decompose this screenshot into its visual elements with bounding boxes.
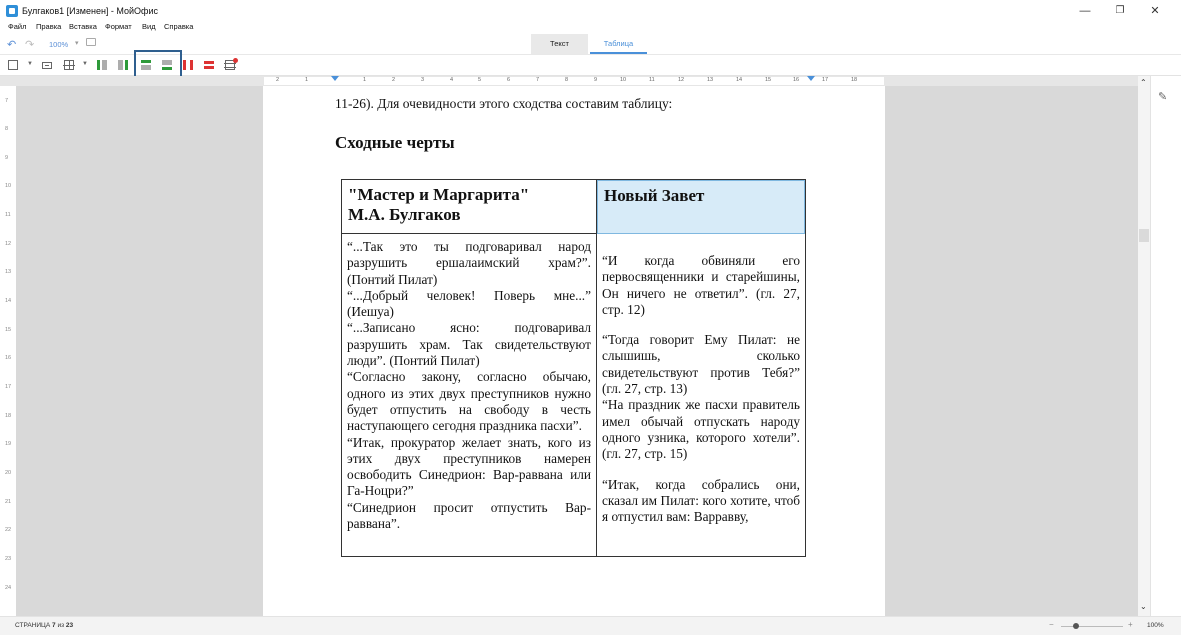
title-bar — [0, 0, 1181, 22]
ruler-tick: 21 — [5, 499, 12, 505]
ruler-tick: 11 — [5, 212, 11, 218]
ruler-tick: 24 — [5, 585, 12, 591]
ruler-tick: 11 — [649, 77, 655, 83]
chevron-down-icon[interactable]: ⌄ — [1140, 602, 1147, 611]
ruler-tick: 7 — [5, 98, 9, 104]
page-total: 23 — [65, 622, 74, 629]
ruler-tick: 12 — [5, 241, 12, 247]
tab-text[interactable]: Текст — [531, 34, 588, 54]
ruler-tick: 17 — [5, 384, 12, 390]
delete-column-icon[interactable] — [181, 58, 195, 72]
ruler-tick: 9 — [594, 77, 598, 83]
menu-format[interactable]: Формат — [105, 22, 132, 31]
ruler-tick: 1 — [363, 77, 367, 83]
quote-paragraph: “Итак, прокуратор желает знать, кого из этих двух преступников намерен освободить Синедрион: Вар-раввана или Га-Ноцри?” — [347, 434, 591, 499]
section-heading[interactable]: Сходные черты — [335, 133, 455, 152]
page-of: из — [57, 622, 65, 629]
ruler-tick: 8 — [5, 126, 9, 132]
ruler-tick: 13 — [5, 269, 12, 275]
quote-paragraph: “На праздник же пасхи правитель имел обычай отпускать народу одного узника, которого хотели”. (гл. 27, стр. 15) — [602, 397, 800, 462]
side-panel — [1150, 76, 1181, 616]
table-header-cell-left[interactable] — [342, 180, 597, 234]
status-bar — [0, 616, 1181, 635]
ruler-tick: 7 — [536, 77, 540, 83]
chevron-down-icon[interactable]: ▾ — [75, 40, 79, 47]
page-counter — [15, 622, 73, 629]
ruler-tick: 18 — [851, 77, 858, 83]
header-left-text: "Мастер и Маргарита" М.А. Булгаков — [348, 185, 530, 224]
ruler-tick: 13 — [707, 77, 714, 83]
app-logo-icon — [6, 5, 18, 17]
chevron-down-icon[interactable]: ▼ — [27, 61, 33, 67]
menu-view[interactable]: Вид — [142, 22, 156, 31]
ruler-tick: 1 — [305, 77, 309, 83]
quote-paragraph: “И когда обвиняли его первосвященники и старейшины, Он ничего не ответил”. (гл. 27, стр. 12) — [602, 253, 800, 317]
insert-column-left-icon[interactable] — [95, 58, 109, 72]
menu-file[interactable]: Файл — [8, 22, 27, 31]
ruler-tick: 5 — [478, 77, 482, 83]
zoom-slider[interactable] — [1061, 626, 1123, 627]
horizontal-ruler — [0, 76, 1181, 86]
ruler-tick: 18 — [5, 413, 12, 419]
ruler-tick: 4 — [450, 77, 454, 83]
comment-icon[interactable] — [86, 38, 96, 46]
ruler-tick: 8 — [565, 77, 569, 83]
ruler-tick: 14 — [5, 298, 12, 304]
table-borders-icon[interactable] — [6, 58, 20, 72]
ruler-tick: 15 — [765, 77, 772, 83]
ruler-tick: 17 — [822, 77, 829, 83]
table-body-cell-right[interactable] — [597, 234, 805, 556]
quote-paragraph: “Итак, когда собрались они, сказал им Пилат: кого хотите, чтоб я отпустил вам: Варравву, — [602, 476, 800, 525]
undo-icon[interactable]: ↶ — [7, 39, 17, 51]
ruler-tick: 14 — [736, 77, 743, 83]
ruler-tick: 2 — [276, 77, 280, 83]
page-label: СТРАНИЦА — [15, 622, 51, 629]
table-body-cell-left[interactable] — [342, 234, 597, 556]
header-right-text: Новый Завет — [604, 186, 705, 205]
vertical-scrollbar[interactable] — [1138, 76, 1150, 616]
indent-marker-left[interactable] — [331, 76, 339, 81]
insert-column-right-icon[interactable] — [116, 58, 130, 72]
zoom-out-button[interactable]: − — [1049, 620, 1054, 629]
restore-button[interactable]: ❐ — [1115, 5, 1125, 16]
chevron-up-icon[interactable]: ⌃ — [1140, 78, 1147, 87]
quote-paragraph: “...Добрый человек! Поверь мне...” (Иешуа) — [347, 287, 591, 320]
zoom-in-button[interactable]: + — [1128, 620, 1133, 629]
tab-table[interactable]: Таблица — [590, 34, 647, 54]
scrollbar-thumb[interactable] — [1139, 229, 1149, 242]
ruler-tick: 10 — [5, 183, 12, 189]
comparison-table — [341, 179, 806, 557]
ruler-tick: 19 — [5, 441, 12, 447]
minimize-button[interactable]: — — [1079, 5, 1091, 17]
ruler-tick: 16 — [793, 77, 800, 83]
ruler-tick: 20 — [5, 470, 12, 476]
zoom-level: 100% — [1147, 622, 1164, 629]
pin-icon[interactable]: ✎ — [1158, 91, 1168, 103]
page-current: 7 — [52, 622, 56, 629]
zoom-select[interactable]: 100% — [49, 40, 69, 49]
ruler-tick: 12 — [678, 77, 685, 83]
quote-paragraph: “Согласно закону, согласно обычаю, одного из этих двух преступников нужно будет отпустить на свободу в честь наступающего сегодня праздника пасхи”. — [347, 369, 591, 434]
merge-cells-icon[interactable] — [40, 58, 54, 72]
quote-paragraph: “Синедрион просит отпустить Вар-раввана”. — [347, 499, 591, 532]
quote-paragraph: “...Так это ты подговаривал народ разрушить ершалаимский храм?”. (Понтий Пилат) — [347, 239, 591, 287]
table-header-cell-right[interactable] — [597, 180, 805, 234]
menu-edit[interactable]: Правка — [36, 22, 62, 31]
redo-icon[interactable]: ↷ — [25, 39, 35, 51]
document-page[interactable] — [263, 86, 885, 616]
menu-help[interactable]: Справка — [164, 22, 194, 31]
ruler-tick: 2 — [392, 77, 396, 83]
window-title: Булгаков1 [Изменен] - МойОфис — [22, 6, 158, 16]
delete-row-icon[interactable] — [202, 58, 216, 72]
ruler-tick: 23 — [5, 556, 12, 562]
menu-insert[interactable]: Вставка — [69, 22, 97, 31]
close-button[interactable]: ✕ — [1150, 5, 1160, 17]
ruler-tick: 22 — [5, 527, 12, 533]
chevron-down-icon[interactable]: ▼ — [82, 61, 88, 67]
ruler-tick: 15 — [5, 327, 12, 333]
document-workspace — [16, 86, 1138, 616]
ruler-tick: 10 — [620, 77, 627, 83]
body-paragraph[interactable]: 11-26). Для очевидности этого сходства составим таблицу: — [335, 96, 673, 111]
ruler-tick: 16 — [5, 355, 12, 361]
ruler-tick: 3 — [421, 77, 425, 83]
menu-bar — [0, 22, 1181, 34]
quote-paragraph: “...Записано ясно: подговаривал разрушить храм. Так свидетельствуют люди”. (Понтий Пилат) — [347, 320, 591, 369]
zoom-slider-handle[interactable] — [1073, 623, 1079, 629]
vertical-ruler — [0, 86, 16, 616]
delete-table-icon[interactable] — [223, 58, 237, 72]
quote-paragraph: “Тогда говорит Ему Пилат: не слышишь, сколько свидетельствуют против Тебя?” (гл. 27, стр. 13) — [602, 332, 800, 397]
ruler-tick: 6 — [507, 77, 511, 83]
indent-marker-right[interactable] — [807, 76, 815, 81]
ruler-tick: 9 — [5, 155, 9, 161]
split-cells-icon[interactable] — [62, 58, 76, 72]
